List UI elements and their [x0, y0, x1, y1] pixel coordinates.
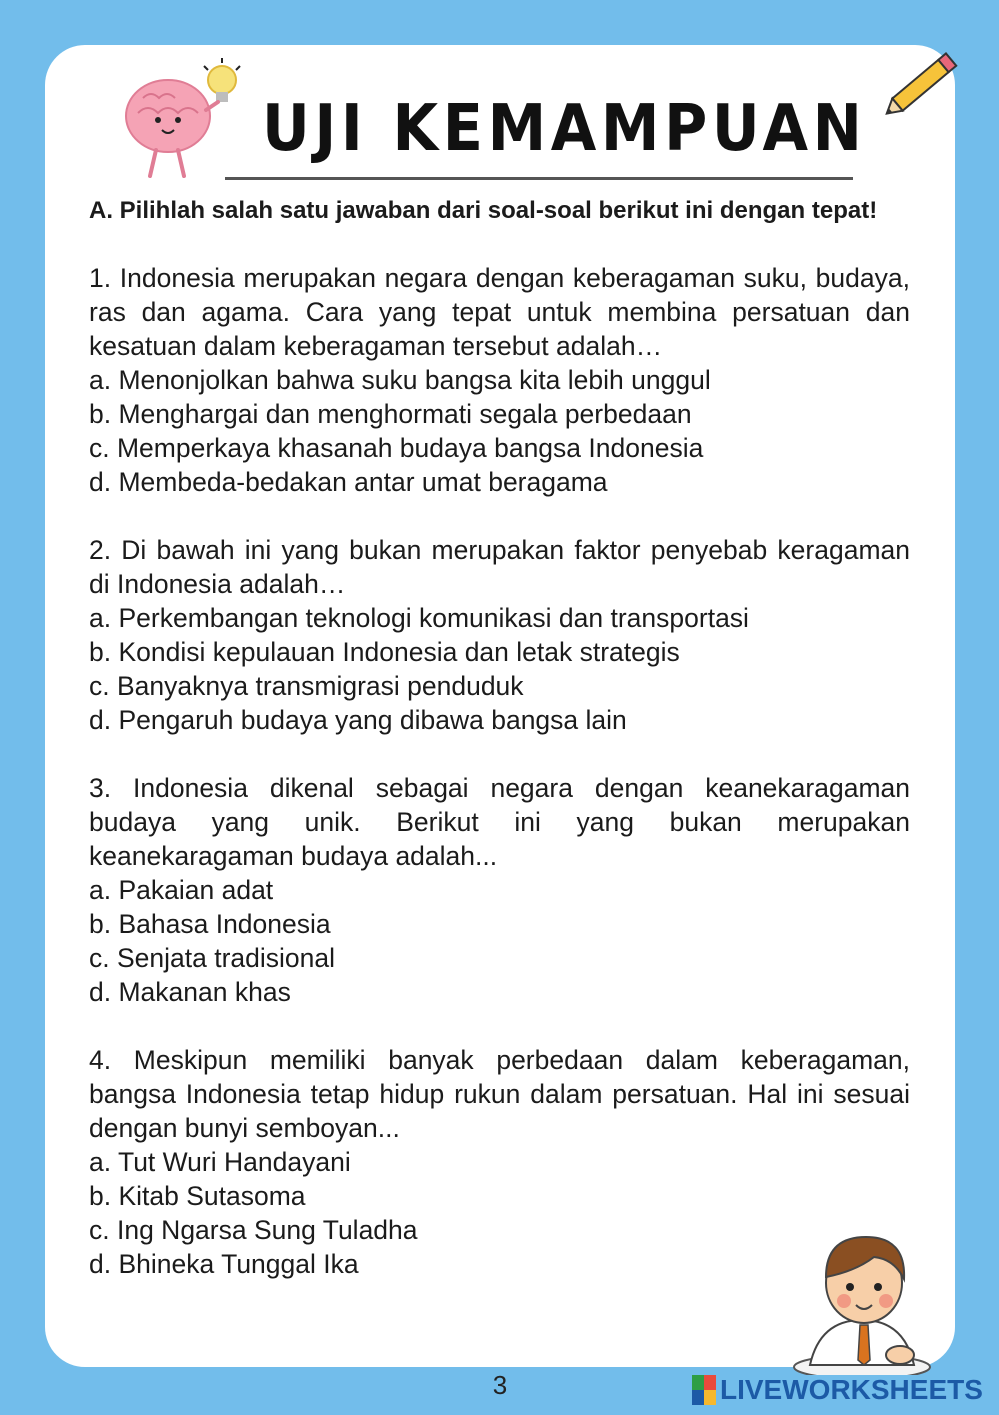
option-b[interactable]: b. Kitab Sutasoma — [89, 1181, 306, 1211]
option-c[interactable]: c. Ing Ngarsa Sung Tuladha — [89, 1215, 418, 1245]
worksheet-content — [89, 195, 910, 1281]
question-text: 2. Di bawah ini yang bukan merupakan faktor penyebab keragaman di Indonesia adalah… — [89, 535, 910, 599]
option-b[interactable]: b. Menghargai dan menghormati segala perbedaan — [89, 399, 692, 429]
option-d[interactable]: d. Membeda-bedakan antar umat beragama — [89, 467, 608, 497]
option-a[interactable]: a. Tut Wuri Handayani — [89, 1147, 351, 1177]
option-a[interactable]: a. Menonjolkan bahwa suku bangsa kita lebih unggul — [89, 365, 711, 395]
pencil-icon — [876, 38, 968, 130]
question-4 — [89, 1043, 910, 1281]
question-text: 3. Indonesia dikenal sebagai negara dengan keanekaragaman budaya yang unik. Berikut ini yang bukan merupakan keanekaragaman budaya adalah... — [89, 773, 910, 871]
option-a[interactable]: a. Perkembangan teknologi komunikasi dan transportasi — [89, 603, 749, 633]
question-text: 4. Meskipun memiliki banyak perbedaan dalam keberagaman, bangsa Indonesia tetap hidup rukun dalam persatuan. Hal ini sesuai dengan bunyi semboyan... — [89, 1045, 910, 1143]
brand-name: LIVEWORKSHEETS — [720, 1374, 983, 1405]
option-c[interactable]: c. Banyaknya transmigrasi penduduk — [89, 671, 524, 701]
option-b[interactable]: b. Bahasa Indonesia — [89, 909, 331, 939]
student-boy-icon — [790, 1225, 940, 1375]
question-3 — [89, 771, 910, 1009]
question-2 — [89, 533, 910, 737]
page-number: 3 — [492, 1370, 508, 1400]
brain-mascot-icon — [118, 58, 258, 180]
option-b[interactable]: b. Kondisi kepulauan Indonesia dan letak strategis — [89, 637, 680, 667]
question-1 — [89, 261, 910, 499]
question-text: 1. Indonesia merupakan negara dengan keberagaman suku, budaya, ras dan agama. Cara yang tepat untuk membina persatuan dan kesatuan dalam keberagaman tersebut adalah… — [89, 263, 910, 361]
option-c[interactable]: c. Senjata tradisional — [89, 943, 336, 973]
liveworksheets-logo — [692, 1373, 983, 1407]
liveworksheets-icon — [692, 1375, 716, 1405]
instruction-text: A. Pilihlah salah satu jawaban dari soal-soal berikut ini dengan tepat! — [89, 197, 878, 224]
option-d[interactable]: d. Bhineka Tunggal Ika — [89, 1249, 359, 1279]
option-d[interactable]: d. Makanan khas — [89, 977, 291, 1007]
option-a[interactable]: a. Pakaian adat — [89, 875, 274, 905]
title-underline — [225, 177, 853, 180]
option-d[interactable]: d. Pengaruh budaya yang dibawa bangsa lain — [89, 705, 627, 735]
option-c[interactable]: c. Memperkaya khasanah budaya bangsa Indonesia — [89, 433, 704, 463]
page-title: UJI KEMAMPUAN — [262, 92, 867, 166]
